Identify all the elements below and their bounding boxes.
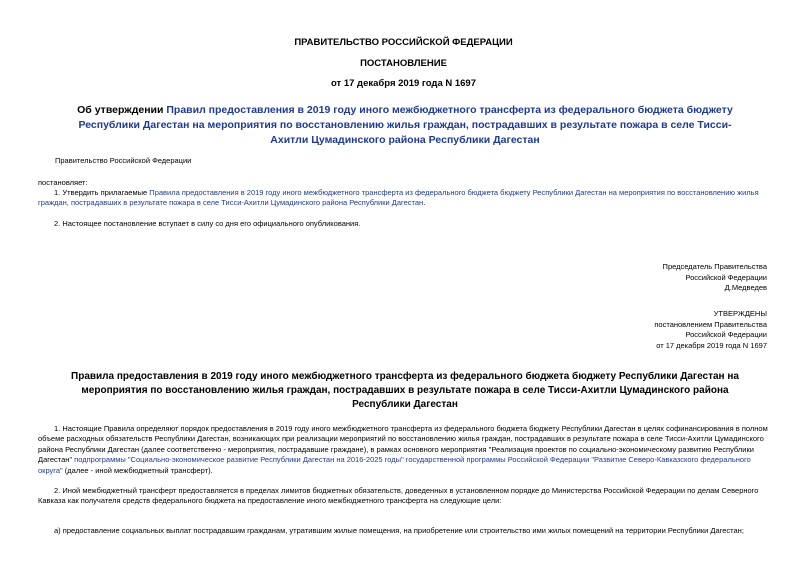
government-heading: ПРАВИТЕЛЬСТВО РОССИЙСКОЙ ФЕДЕРАЦИИ [294,37,513,48]
approval-date: от 17 декабря 2019 года N 1697 [656,340,767,350]
item-1-prefix: 1. Утвердить прилагаемые [54,188,150,197]
rules-title: Правила предоставления в 2019 году иного межбюджетного трансферта из федерального бюджета бюджету Республики Дагестан на мероприятия по восстановлению жилья граждан, пострадавших в результате пожара в селе Тисси-Ахитли Цумадинского района Республики Дагестан [71,371,739,410]
document-date-number: от 17 декабря 2019 года N 1697 [330,78,476,89]
subprogram-link[interactable]: подпрограммы "Социально-экономическое развитие Республики Дагестан на 2016-2025 годы" государственной программы Российской Федерации "Развитие Северо-Кавказского федерального округа" [38,455,751,475]
document-title-prefix: Об утверждении [77,104,167,116]
document-type: ПОСТАНОВЛЕНИЕ [360,58,447,69]
approval-label: УТВЕРЖДЕНЫ [713,309,767,318]
rules-paragraph-2: 2. Иной межбюджетный трансферт предоставляется в пределах лимитов бюджетных обязательств, доведенных в установленном порядке до Министерства Российской Федерации по делам Северного Кавказа как получателя средств федерального бюджета на предоставление иного межбюджетного трансферта на следующие цели: [38,486,759,506]
government-line: Правительство Российской Федерации [55,156,192,165]
decides-line: постановляет: [38,178,88,187]
item-1-suffix: . [423,198,426,207]
rules-paragraph-1 [38,424,770,476]
signature-name: Д.Медведев [724,283,767,293]
item-2: 2. Настоящее постановление вступает в силу со дня его официального опубликования. [54,219,361,228]
signature-block [663,262,767,294]
signature-org: Российской Федерации [685,272,767,282]
rules-link-item-1[interactable]: Правила предоставления в 2019 году иного межбюджетного трансферта из федерального бюджета бюджету Республики Дагестан на мероприятия по восстановлению жилья граждан, пострадавших в результате пожара в селе Тисси-Ахитли Цумадинского района Республики Дагестан [38,188,759,207]
signature-position: Председатель Правительства [662,262,767,271]
rules-paragraph-1-suffix: (далее - иной межбюджетный трансферт). [62,465,213,475]
approval-by: постановлением Правительства [654,319,767,329]
approval-block [654,309,767,351]
rules-paragraph-1-text: 1. Настоящие Правила определяют порядок предоставления в 2019 году иного межбюджетного трансферта из федерального бюджета бюджету Республики Дагестан в целях софинансирования в полном объеме расходных обязательств Республики Дагестан, возникающих при реализации мероприятий по восстановлению жилья граждан, пострадавших в результате пожара в селе Тисси-Ахитли Цумадинского района Республики Дагестан (далее соответственно - мероприятия, пострадавшие граждане), в рамках основного мероприятия "Реализация проектов по социально-экономическому развитию Республики Дагестан" [38,424,768,465]
approval-org: Российской Федерации [685,330,767,340]
document-title [60,103,750,148]
item-1 [38,188,768,208]
rules-link-title[interactable]: Правил предоставления в 2019 году иного межбюджетного трансферта из федерального бюджета бюджету Республики Дагестан на мероприятия по восстановлению жилья граждан, пострадавших в результате пожара в селе Тисси-Ахитли Цумадинского района Республики Дагестан [78,104,733,146]
rules-paragraph-2a: а) предоставление социальных выплат пострадавшим гражданам, утратившим жилые помещения, на приобретение или строительство ими жилых помещений на территории Республики Дагестан; [54,526,744,535]
